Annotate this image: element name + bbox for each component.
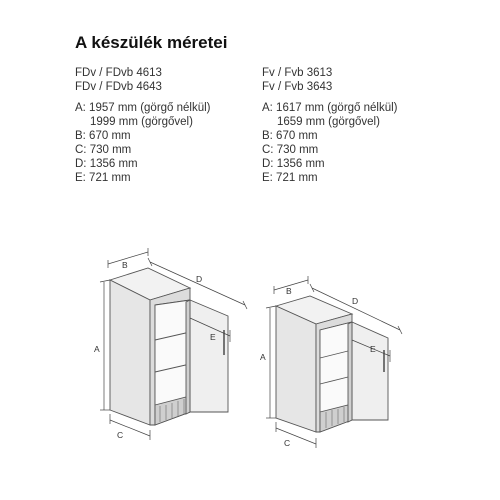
label-a-right: A	[260, 352, 266, 362]
model-name: FDv / FDvb 4643	[75, 81, 162, 93]
tall-appliance-drawing	[100, 248, 247, 440]
page-title: A készülék méretei	[75, 33, 228, 52]
label-d-right: D	[352, 296, 359, 306]
spec-door-width: E: 721 mm	[262, 172, 318, 184]
model-name: FDv / FDvb 4613	[75, 67, 162, 79]
label-e-left: E	[210, 332, 216, 342]
label-a-left: A	[94, 344, 100, 354]
label-b-right: B	[286, 286, 292, 296]
spec-door-width: E: 721 mm	[75, 172, 131, 184]
label-e-right: E	[370, 344, 376, 354]
model-name: Fv / Fvb 3643	[262, 81, 333, 93]
model-name: Fv / Fvb 3613	[262, 67, 333, 79]
spec-height: A: 1957 mm (görgő nélkül)	[75, 102, 211, 114]
spec-height-with-wheels: 1659 mm (görgővel)	[277, 116, 380, 128]
label-c-left: C	[117, 430, 124, 440]
label-b-left: B	[122, 260, 128, 270]
spec-width: B: 670 mm	[262, 130, 318, 142]
short-appliance-drawing	[266, 276, 402, 448]
label-d-left: D	[196, 274, 203, 284]
spec-width: B: 670 mm	[75, 130, 131, 142]
spec-open-depth: D: 1356 mm	[75, 158, 138, 170]
spec-height-with-wheels: 1999 mm (görgővel)	[90, 116, 193, 128]
spec-depth: C: 730 mm	[75, 144, 132, 156]
spec-open-depth: D: 1356 mm	[262, 158, 325, 170]
spec-height: A: 1617 mm (görgő nélkül)	[262, 102, 398, 114]
label-c-right: C	[284, 438, 291, 448]
spec-depth: C: 730 mm	[262, 144, 319, 156]
